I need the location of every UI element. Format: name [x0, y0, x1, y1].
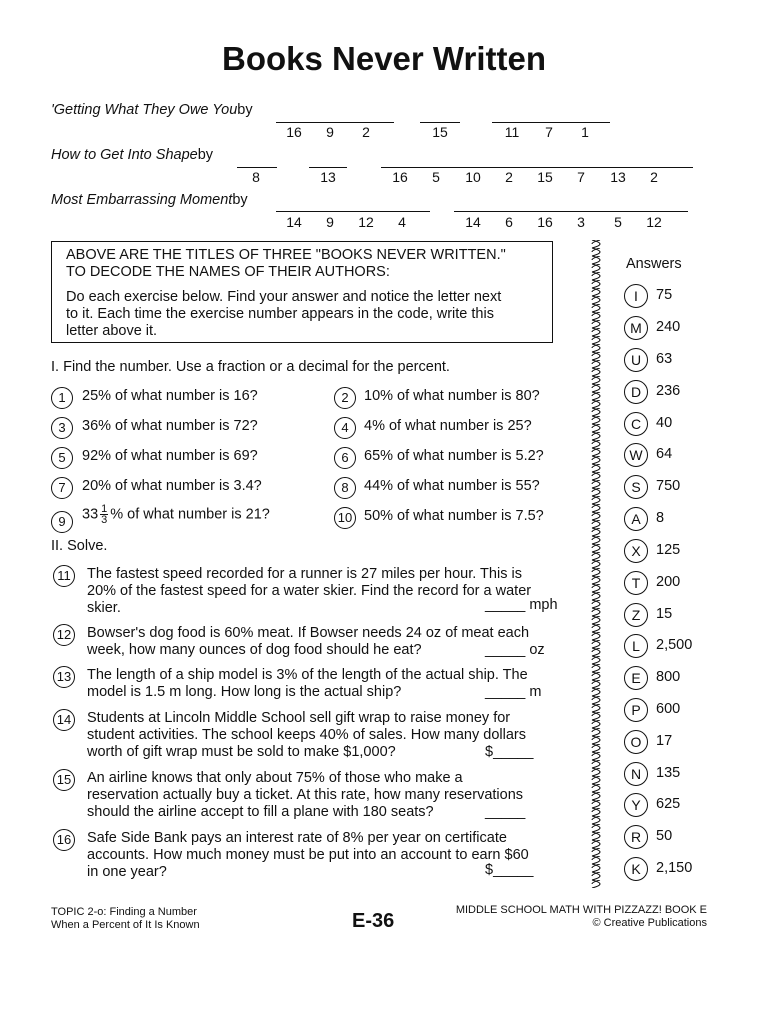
exercise-text: 25% of what number is 16? — [82, 388, 258, 404]
answer-value: 135 — [656, 765, 681, 781]
code-number: 15 — [432, 124, 448, 140]
footer-topic — [51, 906, 200, 932]
answers-heading: Answers — [626, 256, 682, 272]
code-number: 11 — [504, 124, 520, 140]
rope-divider — [590, 240, 602, 888]
problem-number: 15 — [53, 769, 75, 791]
exercise-number: 8 — [334, 477, 356, 499]
answer-blank[interactable] — [381, 167, 693, 168]
problem-line: reservation actually buy a ticket. At this rate, how many reservations — [87, 787, 524, 803]
answer-value: 240 — [656, 319, 681, 335]
code-number: 1 — [581, 124, 589, 140]
problem-line: Students at Lincoln Middle School sell gift wrap to raise money for — [87, 710, 511, 726]
exercise-number: 4 — [334, 417, 356, 439]
exercise-text: % of what number is 21? — [110, 506, 270, 523]
answer-blank[interactable] — [276, 122, 394, 123]
fraction-denominator: 3 — [101, 514, 108, 526]
exercise-number: 5 — [51, 447, 73, 469]
footer-topic-line: When a Percent of It Is Known — [51, 919, 200, 931]
instructions-line: letter above it. — [66, 323, 158, 339]
book-title-text: How to Get Into Shape — [51, 147, 198, 163]
answer-value: 40 — [656, 415, 673, 431]
answer-value: 17 — [656, 733, 673, 749]
answer-blank[interactable] — [309, 167, 347, 168]
code-number: 14 — [465, 214, 481, 230]
exercise-number: 9 — [51, 511, 73, 533]
exercise-text-9 — [82, 504, 270, 525]
code-number: 2 — [650, 169, 658, 185]
code-number: 6 — [505, 214, 513, 230]
instructions-line: ABOVE ARE THE TITLES OF THREE "BOOKS NEVER WRITTEN." — [66, 247, 506, 263]
problem-line: The length of a ship model is 3% of the length of the actual ship. The — [87, 667, 528, 683]
book-title-3 — [51, 192, 248, 208]
exercise-text: 20% of what number is 3.4? — [82, 478, 262, 494]
exercise-text: 36% of what number is 72? — [82, 418, 258, 434]
fraction — [100, 504, 108, 525]
exercise-number: 3 — [51, 417, 73, 439]
footer-topic-line: TOPIC 2-o: Finding a Number — [51, 906, 197, 918]
answer-blank[interactable] — [237, 167, 277, 168]
answer-letter: T — [624, 571, 648, 595]
problem-number: 12 — [53, 624, 75, 646]
answer-letter: Z — [624, 603, 648, 627]
code-number: 12 — [646, 214, 662, 230]
instructions-box — [51, 241, 553, 343]
answer-field[interactable]: _____ — [485, 804, 526, 820]
exercise-number: 6 — [334, 447, 356, 469]
answer-field[interactable]: _____ m — [485, 684, 542, 700]
code-number: 5 — [614, 214, 622, 230]
answer-value: 236 — [656, 383, 681, 399]
code-number: 4 — [398, 214, 406, 230]
answer-value: 2,500 — [656, 637, 693, 653]
answer-blank[interactable] — [454, 211, 688, 212]
answer-letter: Y — [624, 793, 648, 817]
answer-field[interactable]: $_____ — [485, 862, 534, 878]
exercise-text: 44% of what number is 55? — [364, 478, 540, 494]
code-number: 9 — [326, 124, 334, 140]
answer-value: 125 — [656, 542, 681, 558]
book-by: by — [197, 147, 214, 163]
code-number: 13 — [320, 169, 336, 185]
code-number: 13 — [610, 169, 626, 185]
answer-field[interactable]: $_____ — [485, 744, 534, 760]
answer-value: 600 — [656, 701, 681, 717]
problem-line: in one year? — [87, 864, 167, 880]
part1-heading: I. Find the number. Use a fraction or a decimal for the percent. — [51, 359, 450, 375]
answer-letter: U — [624, 348, 648, 372]
problem-line: worth of gift wrap must be sold to make $1,000? — [87, 744, 396, 760]
exercise-text: 50% of what number is 7.5? — [364, 508, 544, 524]
code-number: 7 — [545, 124, 553, 140]
book-title-1 — [51, 102, 253, 118]
part2-heading: II. Solve. — [51, 538, 108, 554]
answer-letter: M — [624, 316, 648, 340]
problem-line: student activities. The school keeps 40% of sales. How many dollars — [87, 727, 526, 743]
exercise-text: 4% of what number is 25? — [364, 418, 532, 434]
answer-letter: R — [624, 825, 648, 849]
answer-value: 800 — [656, 669, 681, 685]
code-number: 7 — [577, 169, 585, 185]
page-title: Books Never Written — [222, 40, 546, 77]
answer-field[interactable]: _____ oz — [485, 642, 545, 658]
code-number: 8 — [252, 169, 260, 185]
answer-letter: A — [624, 507, 648, 531]
answer-letter: L — [624, 634, 648, 658]
code-number: 16 — [537, 214, 553, 230]
problem-line: Safe Side Bank pays an interest rate of 8% per year on certificate — [87, 830, 507, 846]
code-number: 10 — [465, 169, 481, 185]
answer-letter: O — [624, 730, 648, 754]
code-number: 14 — [286, 214, 302, 230]
answer-letter: E — [624, 666, 648, 690]
answer-value: 750 — [656, 478, 681, 494]
problem-line: accounts. How much money must be put into an account to earn $60 — [87, 847, 529, 863]
problem-line: week, how many ounces of dog food should he eat? — [87, 642, 422, 658]
code-number: 9 — [326, 214, 334, 230]
exercise-text: 65% of what number is 5.2? — [364, 448, 544, 464]
answer-value: 8 — [656, 510, 665, 526]
answer-letter: S — [624, 475, 648, 499]
answer-value: 50 — [656, 828, 673, 844]
book-title-text: 'Getting What They Owe You — [51, 102, 238, 118]
footer-book — [440, 904, 707, 930]
answer-value: 75 — [656, 287, 673, 303]
answer-blank[interactable] — [492, 122, 610, 123]
answer-value: 15 — [656, 606, 673, 622]
problem-number: 13 — [53, 666, 75, 688]
footer-book-line: © Creative Publications — [592, 917, 707, 929]
code-number: 2 — [362, 124, 370, 140]
problem-line: An airline knows that only about 75% of those who make a — [87, 770, 463, 786]
problem-line: Bowser's dog food is 60% meat. If Bowser needs 24 oz of meat each — [87, 625, 530, 641]
problem-line: The fastest speed recorded for a runner is 27 miles per hour. This is — [87, 566, 522, 582]
answer-letter: N — [624, 762, 648, 786]
book-title-2 — [51, 147, 213, 163]
fraction-numerator: 1 — [101, 503, 108, 515]
answer-blank[interactable] — [420, 122, 460, 123]
exercise-number: 2 — [334, 387, 356, 409]
exercise-text: 92% of what number is 69? — [82, 448, 258, 464]
code-number: 3 — [577, 214, 585, 230]
problem-number: 16 — [53, 829, 75, 851]
code-number: 2 — [505, 169, 513, 185]
problem-line: should the airline accept to fill a plane with 180 seats? — [87, 804, 434, 820]
book-by: by — [232, 192, 248, 208]
problem-number: 14 — [53, 709, 75, 731]
code-number: 16 — [286, 124, 302, 140]
instructions-line: to it. Each time the exercise number appears in the code, write this — [66, 306, 494, 322]
problem-number: 11 — [53, 565, 75, 587]
code-number: 12 — [358, 214, 374, 230]
answer-letter: I — [624, 284, 648, 308]
instructions-line: Do each exercise below. Find your answer and notice the letter next — [66, 289, 502, 305]
answer-value: 2,150 — [656, 860, 693, 876]
problem-line: skier. — [87, 600, 121, 616]
whole-number: 33 — [82, 506, 99, 523]
answer-letter: K — [624, 857, 648, 881]
answer-letter: W — [624, 443, 648, 467]
code-number: 16 — [392, 169, 408, 185]
book-title-text: Most Embarrassing Moment — [51, 192, 233, 208]
code-number: 15 — [537, 169, 553, 185]
answer-value: 625 — [656, 796, 681, 812]
answer-field[interactable]: _____ mph — [485, 597, 558, 613]
answer-letter: C — [624, 412, 648, 436]
answer-value: 200 — [656, 574, 681, 590]
problem-line: model is 1.5 m long. How long is the actual ship? — [87, 684, 402, 700]
answer-value: 63 — [656, 351, 673, 367]
exercise-number: 10 — [334, 507, 356, 529]
footer-book-line: MIDDLE SCHOOL MATH WITH PIZZAZZ! BOOK E — [455, 904, 707, 916]
answer-letter: P — [624, 698, 648, 722]
answer-letter: D — [624, 380, 648, 404]
answer-letter: X — [624, 539, 648, 563]
problem-line: 20% of the fastest speed for a water skier. Find the record for a water — [87, 583, 532, 599]
exercise-text: 10% of what number is 80? — [364, 388, 540, 404]
instructions-line: TO DECODE THE NAMES OF THEIR AUTHORS: — [66, 264, 390, 280]
code-number: 5 — [432, 169, 440, 185]
page-number: E-36 — [352, 910, 395, 932]
exercise-number: 7 — [51, 477, 73, 499]
exercise-number: 1 — [51, 387, 73, 409]
answer-blank[interactable] — [276, 211, 430, 212]
book-by: by — [237, 102, 253, 118]
answer-value: 64 — [656, 446, 673, 462]
